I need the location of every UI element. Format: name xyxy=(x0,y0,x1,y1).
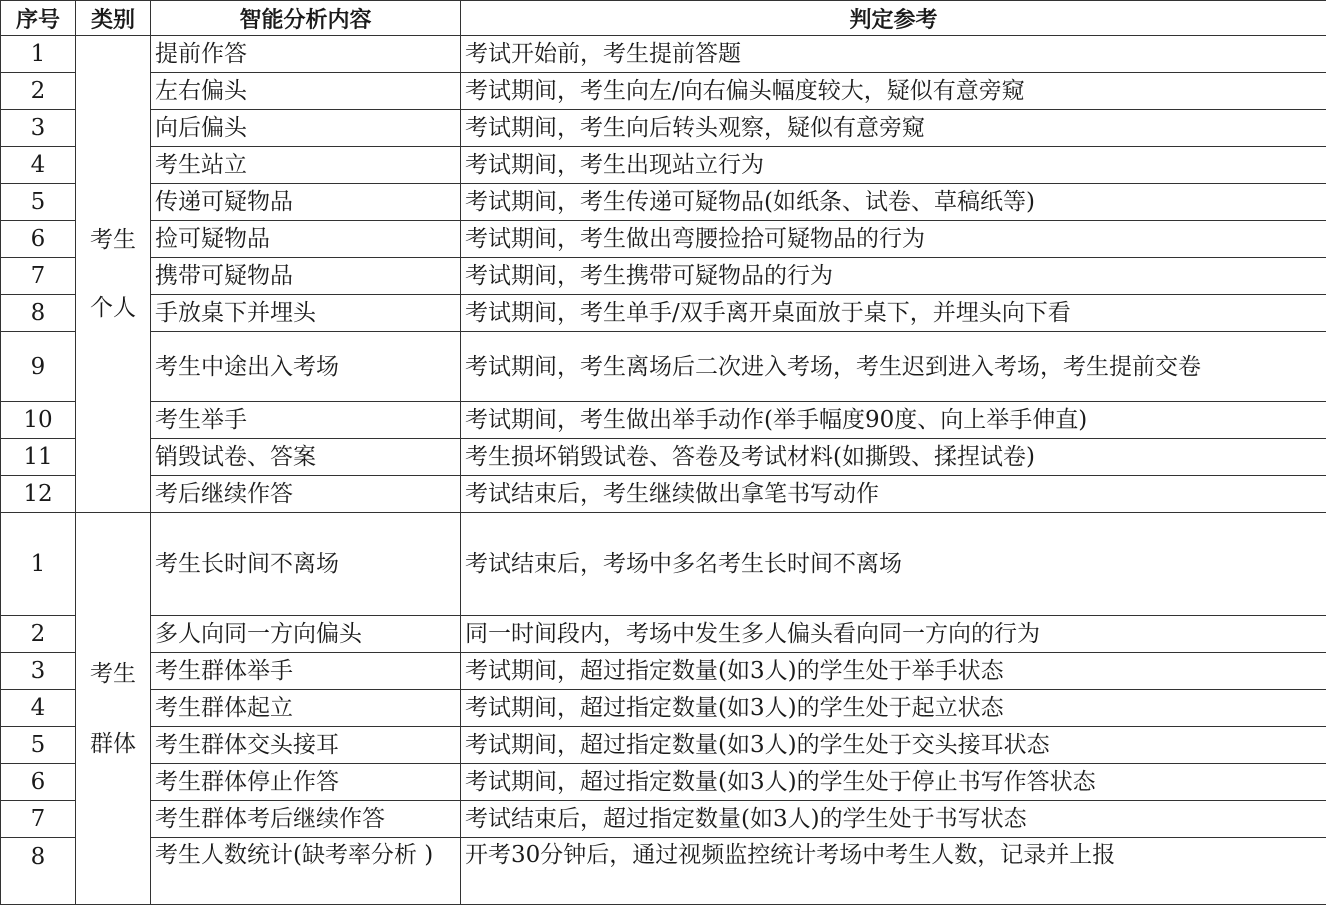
judgment-reference: 考试期间，考生向后转头观察，疑似有意旁窥 xyxy=(461,110,1326,147)
header-category: 类别 xyxy=(76,1,151,36)
category-label: 考生 xyxy=(90,223,136,257)
analysis-content: 左右偏头 xyxy=(151,73,461,110)
judgment-reference: 考试结束后，考生继续做出拿笔书写动作 xyxy=(461,476,1326,513)
analysis-content: 多人向同一方向偏头 xyxy=(151,616,461,653)
table-row xyxy=(1,439,1326,476)
judgment-reference: 考试期间，考生单手/双手离开桌面放于桌下，并埋头向下看 xyxy=(461,295,1326,332)
analysis-content: 手放桌下并埋头 xyxy=(151,295,461,332)
analysis-content: 销毁试卷、答案 xyxy=(151,439,461,476)
judgment-reference: 考试期间，考生传递可疑物品(如纸条、试卷、草稿纸等) xyxy=(461,184,1326,221)
category-label: 考生 xyxy=(90,657,136,691)
analysis-content: 提前作答 xyxy=(151,36,461,73)
analysis-content: 传递可疑物品 xyxy=(151,184,461,221)
analysis-content: 考生群体停止作答 xyxy=(151,764,461,801)
table-row xyxy=(1,616,1326,653)
row-no: 3 xyxy=(1,653,76,690)
judgment-reference: 考试期间，超过指定数量(如3人)的学生处于起立状态 xyxy=(461,690,1326,727)
analysis-content: 考生站立 xyxy=(151,147,461,184)
analysis-content: 考生举手 xyxy=(151,402,461,439)
judgment-reference: 考试期间，考生携带可疑物品的行为 xyxy=(461,258,1326,295)
table-row xyxy=(1,110,1326,147)
analysis-content: 考后继续作答 xyxy=(151,476,461,513)
table-row xyxy=(1,727,1326,764)
row-no: 5 xyxy=(1,727,76,764)
analysis-content: 考生人数统计(缺考率分析 ) xyxy=(151,838,461,905)
row-no: 9 xyxy=(1,332,76,402)
header-reference: 判定参考 xyxy=(461,1,1326,36)
analysis-content: 考生长时间不离场 xyxy=(151,513,461,616)
judgment-reference: 考试期间，考生做出举手动作(举手幅度90度、向上举手伸直) xyxy=(461,402,1326,439)
table-row xyxy=(1,476,1326,513)
header-content: 智能分析内容 xyxy=(151,1,461,36)
judgment-reference: 考试期间，考生做出弯腰捡拾可疑物品的行为 xyxy=(461,221,1326,258)
analysis-content: 考生群体考后继续作答 xyxy=(151,801,461,838)
header-row xyxy=(1,1,1326,36)
judgment-reference: 考试期间，超过指定数量(如3人)的学生处于举手状态 xyxy=(461,653,1326,690)
judgment-reference: 考试结束后，考场中多名考生长时间不离场 xyxy=(461,513,1326,616)
table-row xyxy=(1,36,1326,73)
row-no: 4 xyxy=(1,690,76,727)
judgment-reference: 同一时间段内，考场中发生多人偏头看向同一方向的行为 xyxy=(461,616,1326,653)
table-row xyxy=(1,184,1326,221)
table-row xyxy=(1,258,1326,295)
analysis-content: 考生群体交头接耳 xyxy=(151,727,461,764)
row-no: 4 xyxy=(1,147,76,184)
judgment-reference: 开考30分钟后，通过视频监控统计考场中考生人数，记录并上报 xyxy=(461,838,1326,905)
category-label: 群体 xyxy=(90,727,136,761)
judgment-reference: 考试期间，考生离场后二次进入考场，考生迟到进入考场，考生提前交卷 xyxy=(461,332,1326,402)
analysis-content: 捡可疑物品 xyxy=(151,221,461,258)
judgment-reference: 考试开始前，考生提前答题 xyxy=(461,36,1326,73)
table-row xyxy=(1,73,1326,110)
table-row xyxy=(1,147,1326,184)
row-no: 6 xyxy=(1,764,76,801)
row-no: 12 xyxy=(1,476,76,513)
row-no: 8 xyxy=(1,838,76,905)
analysis-content: 向后偏头 xyxy=(151,110,461,147)
table-row xyxy=(1,513,1326,616)
table-row xyxy=(1,801,1326,838)
table-row xyxy=(1,690,1326,727)
row-no: 2 xyxy=(1,616,76,653)
analysis-content: 考生中途出入考场 xyxy=(151,332,461,402)
table-row xyxy=(1,332,1326,402)
table-row xyxy=(1,838,1326,905)
row-no: 6 xyxy=(1,221,76,258)
judgment-reference: 考试期间，考生出现站立行为 xyxy=(461,147,1326,184)
row-no: 5 xyxy=(1,184,76,221)
category-cell-group xyxy=(76,513,151,905)
row-no: 1 xyxy=(1,513,76,616)
row-no: 7 xyxy=(1,258,76,295)
category-cell-individual xyxy=(76,36,151,513)
judgment-reference: 考试结束后，超过指定数量(如3人)的学生处于书写状态 xyxy=(461,801,1326,838)
judgment-reference: 考试期间，考生向左/向右偏头幅度较大，疑似有意旁窥 xyxy=(461,73,1326,110)
analysis-content: 携带可疑物品 xyxy=(151,258,461,295)
category-label: 个人 xyxy=(90,291,136,325)
row-no: 1 xyxy=(1,36,76,73)
table-row xyxy=(1,221,1326,258)
judgment-reference: 考试期间，超过指定数量(如3人)的学生处于停止书写作答状态 xyxy=(461,764,1326,801)
header-no: 序号 xyxy=(1,1,76,36)
row-no: 11 xyxy=(1,439,76,476)
row-no: 7 xyxy=(1,801,76,838)
judgment-reference: 考生损坏销毁试卷、答卷及考试材料(如撕毁、揉捏试卷) xyxy=(461,439,1326,476)
row-no: 10 xyxy=(1,402,76,439)
row-no: 2 xyxy=(1,73,76,110)
table-row xyxy=(1,653,1326,690)
row-no: 8 xyxy=(1,295,76,332)
table-row xyxy=(1,764,1326,801)
judgment-reference: 考试期间，超过指定数量(如3人)的学生处于交头接耳状态 xyxy=(461,727,1326,764)
analysis-content: 考生群体举手 xyxy=(151,653,461,690)
table-row xyxy=(1,295,1326,332)
table-row xyxy=(1,402,1326,439)
analysis-content: 考生群体起立 xyxy=(151,690,461,727)
row-no: 3 xyxy=(1,110,76,147)
